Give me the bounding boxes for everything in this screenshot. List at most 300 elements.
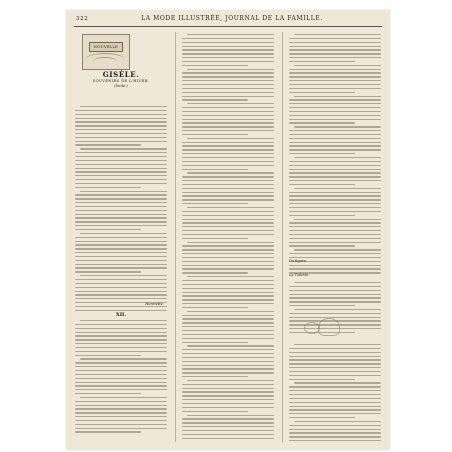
text-line (75, 168, 167, 169)
text-line (182, 99, 248, 100)
text-line (289, 199, 381, 200)
text-line (289, 313, 381, 314)
text-line (182, 161, 274, 162)
text-line (289, 245, 355, 246)
text-line (75, 202, 167, 203)
text-line (182, 115, 274, 116)
text-line (289, 352, 381, 353)
text-line (75, 133, 167, 134)
text-line (289, 294, 381, 295)
text-line (289, 38, 381, 39)
text-line (182, 272, 248, 273)
text-line (182, 149, 274, 150)
text-line (75, 374, 167, 375)
section-numeral: XII. (115, 312, 127, 318)
text-block (75, 320, 167, 435)
text-line (289, 69, 381, 70)
text-line (294, 421, 381, 422)
text-line (75, 156, 167, 157)
text-line (289, 429, 381, 430)
text-line (289, 394, 381, 395)
text-line (182, 399, 274, 400)
text-line (289, 386, 381, 387)
text-line (182, 368, 274, 369)
story-subtitle: SOUVENIRS DE L'HIVER. (92, 79, 150, 83)
text-line (182, 65, 248, 66)
text-line (182, 299, 274, 300)
text-line (75, 385, 167, 386)
text-line (187, 276, 274, 277)
text-line (289, 142, 381, 143)
text-line (289, 290, 381, 291)
text-line (289, 57, 381, 58)
text-line (289, 153, 355, 154)
story-title: GISÈLE. (102, 70, 140, 79)
text-line (75, 306, 167, 307)
title-vignette-illustration (82, 34, 130, 70)
text-line (75, 260, 167, 261)
text-line (182, 61, 274, 62)
text-line (80, 233, 167, 234)
text-line (182, 288, 274, 289)
text-line (182, 119, 274, 120)
text-line (182, 318, 274, 319)
header-rule (74, 26, 382, 27)
text-line (75, 264, 167, 265)
text-line (75, 431, 141, 432)
text-line (75, 324, 167, 325)
text-line (187, 172, 274, 173)
text-line (182, 403, 274, 404)
text-line (289, 176, 381, 177)
text-line (289, 226, 381, 227)
text-line (289, 207, 381, 208)
text-line (289, 49, 381, 50)
text-line (75, 351, 167, 352)
text-line (289, 222, 381, 223)
text-line (182, 42, 274, 43)
text-line (75, 405, 167, 406)
text-line (289, 72, 381, 73)
text-line (182, 253, 274, 254)
column-1 (75, 32, 167, 442)
text-line (289, 119, 381, 120)
text-line (289, 130, 381, 131)
text-line (182, 372, 274, 373)
text-line (182, 407, 274, 408)
text-line (75, 370, 167, 371)
text-line (289, 371, 381, 372)
text-line (75, 393, 141, 394)
text-line (182, 111, 274, 112)
text-line (182, 215, 274, 216)
text-line (182, 330, 274, 331)
text-line (289, 76, 381, 77)
text-line (182, 238, 248, 239)
text-line (289, 53, 381, 54)
text-line (182, 280, 274, 281)
text-line (80, 191, 167, 192)
text-line (182, 353, 274, 354)
text-line (75, 152, 167, 153)
text-line (75, 291, 167, 292)
text-line (75, 294, 167, 295)
text-line (75, 144, 141, 145)
text-line (289, 172, 381, 173)
text-line (182, 157, 274, 158)
floral-vignette-illustration (302, 316, 342, 338)
text-line (182, 88, 274, 89)
text-line (182, 142, 274, 143)
text-line (182, 292, 274, 293)
text-line (187, 103, 274, 104)
text-line (182, 192, 274, 193)
text-line (182, 395, 274, 396)
text-line (182, 418, 274, 419)
text-line (75, 114, 167, 115)
text-line (80, 358, 167, 359)
text-line (182, 153, 274, 154)
text-line (289, 356, 381, 357)
text-line (182, 234, 274, 235)
text-line (182, 230, 274, 231)
text-line (289, 192, 381, 193)
text-line (294, 282, 381, 283)
text-line (75, 355, 141, 356)
text-line (182, 434, 274, 435)
text-line (75, 121, 167, 122)
text-line (75, 408, 167, 409)
text-line (289, 417, 355, 418)
text-line (289, 211, 381, 212)
column-3 (289, 32, 381, 442)
text-line (75, 248, 167, 249)
text-line (182, 245, 274, 246)
text-line (182, 176, 274, 177)
subsection-heading: De figure. (289, 259, 308, 263)
text-line (182, 249, 274, 250)
text-line (182, 349, 274, 350)
text-line (289, 238, 381, 239)
text-line (182, 180, 274, 181)
text-line (187, 69, 274, 70)
text-line (289, 425, 381, 426)
text-line (289, 440, 381, 441)
text-line (182, 46, 274, 47)
text-line (182, 203, 248, 204)
text-line (75, 256, 167, 257)
text-line (182, 53, 274, 54)
text-line (75, 187, 141, 188)
text-line (75, 221, 167, 222)
text-line (187, 34, 274, 35)
text-line (289, 268, 381, 269)
text-block (75, 106, 167, 314)
text-line (289, 46, 381, 47)
text-line (182, 130, 274, 131)
text-line (289, 398, 381, 399)
text-line (75, 160, 167, 161)
text-line (182, 169, 248, 170)
text-line (289, 42, 381, 43)
text-line (289, 138, 381, 139)
text-line (75, 339, 167, 340)
text-line (289, 390, 381, 391)
text-line (182, 342, 248, 343)
text-line (289, 301, 381, 302)
text-line (182, 268, 274, 269)
text-line (75, 362, 167, 363)
vignette-banner: NOUVELLE (89, 42, 123, 52)
column-separator (282, 32, 283, 442)
text-line (289, 161, 381, 162)
text-line (75, 424, 167, 425)
text-line (187, 138, 274, 139)
text-line (182, 384, 274, 385)
text-line (75, 118, 167, 119)
text-line (75, 287, 167, 288)
text-line (75, 141, 167, 142)
text-line (182, 76, 274, 77)
text-line (294, 344, 381, 345)
column-separator (175, 32, 176, 442)
text-line (75, 171, 167, 172)
text-line (294, 219, 381, 220)
text-line (75, 267, 167, 268)
text-line (75, 382, 167, 383)
text-line (75, 420, 167, 421)
text-line (75, 416, 167, 417)
text-line (75, 343, 167, 344)
text-line (182, 388, 274, 389)
text-line (289, 286, 381, 287)
story-title-block (75, 71, 167, 89)
text-line (75, 428, 167, 429)
text-line (182, 257, 274, 258)
text-line (294, 34, 381, 35)
text-line (75, 378, 167, 379)
text-line (182, 199, 274, 200)
text-line (182, 219, 274, 220)
text-line (75, 179, 167, 180)
text-line (80, 148, 167, 149)
text-line (182, 38, 274, 39)
text-line (294, 188, 381, 189)
text-line (75, 217, 167, 218)
text-line (289, 122, 355, 123)
text-line (289, 413, 381, 414)
text-line (75, 214, 167, 215)
text-line (75, 206, 167, 207)
text-line (289, 184, 355, 185)
text-line (294, 65, 381, 66)
text-line (75, 225, 167, 226)
text-line (182, 338, 274, 339)
text-line (289, 367, 381, 368)
text-line (75, 347, 167, 348)
text-line (289, 180, 381, 181)
text-line (289, 363, 381, 364)
text-line (75, 137, 167, 138)
column-2 (182, 32, 274, 442)
text-line (182, 357, 274, 358)
text-line (182, 92, 274, 93)
text-line (75, 401, 167, 402)
story-note: (Suite.) (114, 84, 128, 88)
signature: Henriette. (145, 302, 164, 306)
text-line (289, 80, 381, 81)
text-line (289, 305, 355, 306)
text-line (294, 382, 381, 383)
text-line (182, 184, 274, 185)
text-line (182, 307, 248, 308)
text-line (80, 275, 167, 276)
text-line (75, 175, 167, 176)
text-line (75, 110, 167, 111)
text-line (289, 84, 381, 85)
text-line (75, 328, 167, 329)
text-line (182, 426, 274, 427)
text-line (75, 198, 167, 199)
text-line (294, 126, 381, 127)
text-line (289, 297, 381, 298)
text-line (182, 222, 274, 223)
text-line (75, 332, 167, 333)
text-line (289, 253, 381, 254)
text-line (289, 265, 381, 266)
text-line (289, 348, 381, 349)
text-line (182, 322, 274, 323)
text-line (289, 92, 355, 93)
text-line (75, 244, 167, 245)
text-line (182, 391, 274, 392)
text-line (187, 415, 274, 416)
text-line (182, 107, 274, 108)
text-line (289, 107, 381, 108)
text-line (182, 438, 274, 439)
text-line (182, 134, 248, 135)
text-line (80, 397, 167, 398)
text-line (289, 99, 381, 100)
text-line (289, 195, 381, 196)
text-line (289, 409, 381, 410)
text-line (289, 111, 381, 112)
text-line (289, 61, 355, 62)
text-line (182, 84, 274, 85)
subsection-heading: La Toilette. (289, 273, 310, 277)
text-line (182, 265, 274, 266)
text-line (294, 157, 381, 158)
text-line (182, 334, 274, 335)
newspaper-page (66, 10, 390, 450)
text-line (187, 207, 274, 208)
text-line (182, 365, 274, 366)
text-line (187, 345, 274, 346)
text-line (182, 411, 248, 412)
text-line (289, 103, 381, 104)
running-title: LA MODE ILLUSTRÉE, JOURNAL DE LA FAMILLE. (141, 15, 323, 22)
text-block (289, 34, 381, 276)
text-line (182, 295, 274, 296)
text-line (80, 320, 167, 321)
text-line (289, 215, 355, 216)
text-line (182, 72, 274, 73)
text-line (75, 279, 167, 280)
text-line (187, 242, 274, 243)
text-line (289, 165, 381, 166)
text-line (75, 389, 167, 390)
text-line (182, 49, 274, 50)
page-number: 322 (76, 16, 89, 22)
text-line (182, 326, 274, 327)
text-line (289, 359, 381, 360)
text-line (187, 311, 274, 312)
text-line (182, 57, 274, 58)
text-line (289, 242, 381, 243)
text-line (289, 203, 381, 204)
text-block (289, 344, 381, 442)
text-line (182, 165, 274, 166)
text-line (289, 402, 381, 403)
text-line (75, 241, 167, 242)
text-line (289, 145, 381, 146)
text-line (75, 237, 167, 238)
text-line (75, 298, 167, 299)
text-line (182, 284, 274, 285)
text-line (75, 229, 141, 230)
text-line (182, 211, 274, 212)
text-line (75, 366, 167, 367)
text-line (75, 271, 141, 272)
text-line (182, 195, 274, 196)
text-line (182, 430, 274, 431)
text-line (75, 335, 167, 336)
text-line (182, 422, 274, 423)
text-line (75, 210, 167, 211)
text-line (75, 183, 167, 184)
text-line (75, 283, 167, 284)
text-line (294, 249, 381, 250)
text-line (75, 252, 167, 253)
text-line (289, 115, 381, 116)
text-line (289, 134, 381, 135)
text-line (289, 234, 381, 235)
text-line (75, 194, 167, 195)
text-line (289, 432, 381, 433)
text-line (289, 406, 381, 407)
leaf-ornament (318, 318, 340, 336)
text-line (80, 106, 167, 107)
text-line (289, 230, 381, 231)
text-line (182, 80, 274, 81)
text-line (182, 188, 274, 189)
text-line (75, 129, 167, 130)
text-line (182, 226, 274, 227)
text-line (182, 376, 248, 377)
text-line (182, 303, 274, 304)
text-line (289, 379, 355, 380)
text-line (289, 436, 381, 437)
text-line (75, 125, 167, 126)
text-line (182, 126, 274, 127)
text-line (75, 310, 167, 311)
text-line (75, 412, 167, 413)
text-block (182, 34, 274, 441)
text-line (182, 145, 274, 146)
text-line (289, 169, 381, 170)
text-line (182, 361, 274, 362)
text-line (294, 309, 381, 310)
